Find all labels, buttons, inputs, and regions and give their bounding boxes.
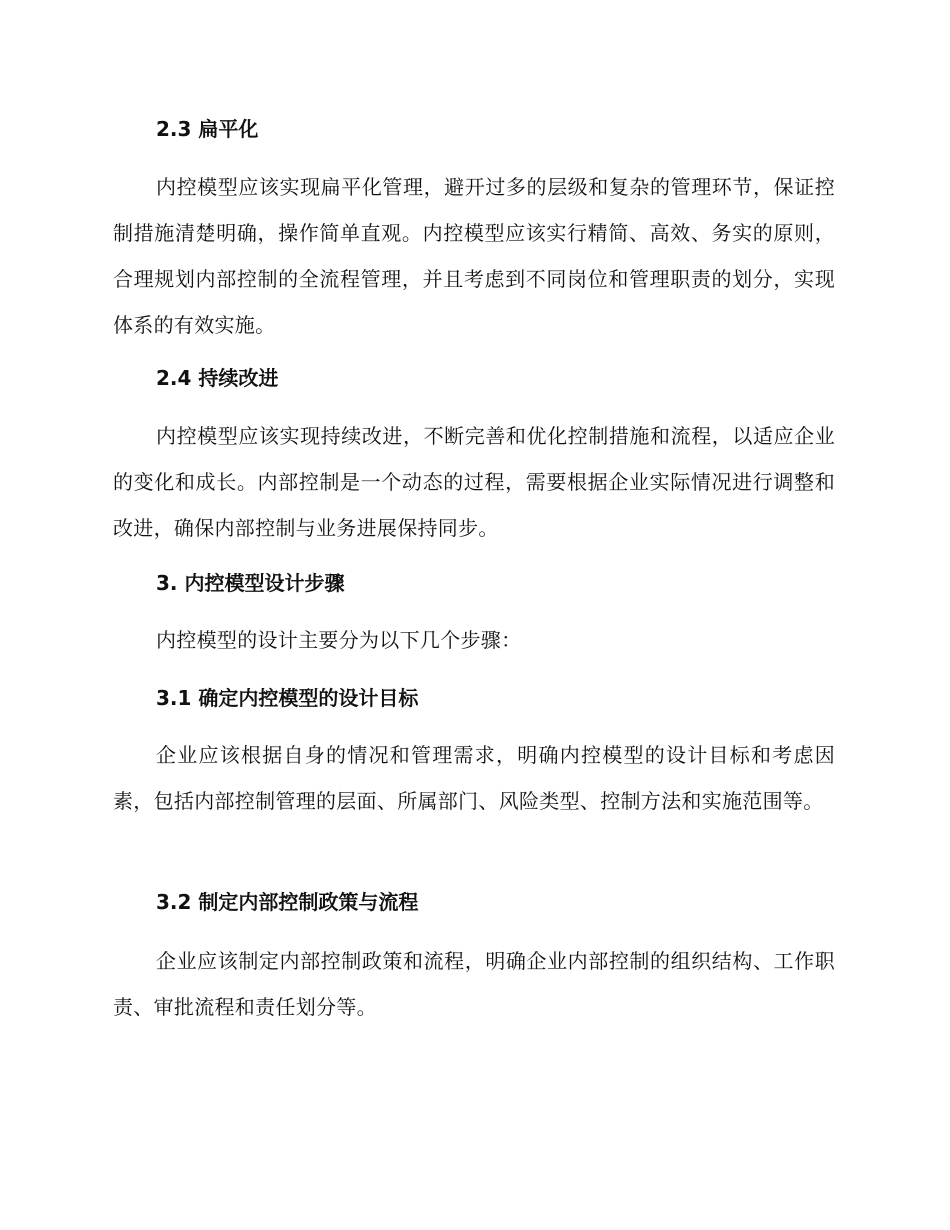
section-heading-3-1: 3.1 确定内控模型的设计目标 — [156, 686, 419, 710]
paragraph-3: 内控模型的设计主要分为以下几个步骤： — [156, 628, 522, 652]
section-heading-2-3: 2.3 扁平化 — [156, 117, 259, 141]
paragraph-3-2: 企业应该制定内部控制政策和流程，明确企业内部控制的组织结构、工作职责、审批流程和责任划分等。 — [113, 949, 835, 1019]
paragraph-2-4: 内控模型应该实现持续改进，不断完善和优化控制措施和流程，以适应企业的变化和成长。内部控制是一个动态的过程，需要根据企业实际情况进行调整和改进，确保内部控制与业务进展保持同步。 — [113, 424, 835, 540]
paragraph-2-3: 内控模型应该实现扁平化管理，避开过多的层级和复杂的管理环节，保证控制措施清楚明确，操作简单直观。内控模型应该实行精简、高效、务实的原则，合理规划内部控制的全流程管理，并且考虑到不同岗位和管理职责的划分，实现体系的有效实施。 — [113, 175, 835, 337]
section-heading-2-4: 2.4 持续改进 — [156, 366, 279, 390]
paragraph-3-1: 企业应该根据自身的情况和管理需求，明确内控模型的设计目标和考虑因素，包括内部控制管理的层面、所属部门、风险类型、控制方法和实施范围等。 — [113, 743, 835, 813]
section-heading-3: 3. 内控模型设计步骤 — [156, 571, 345, 595]
section-heading-3-2: 3.2 制定内部控制政策与流程 — [156, 890, 419, 914]
